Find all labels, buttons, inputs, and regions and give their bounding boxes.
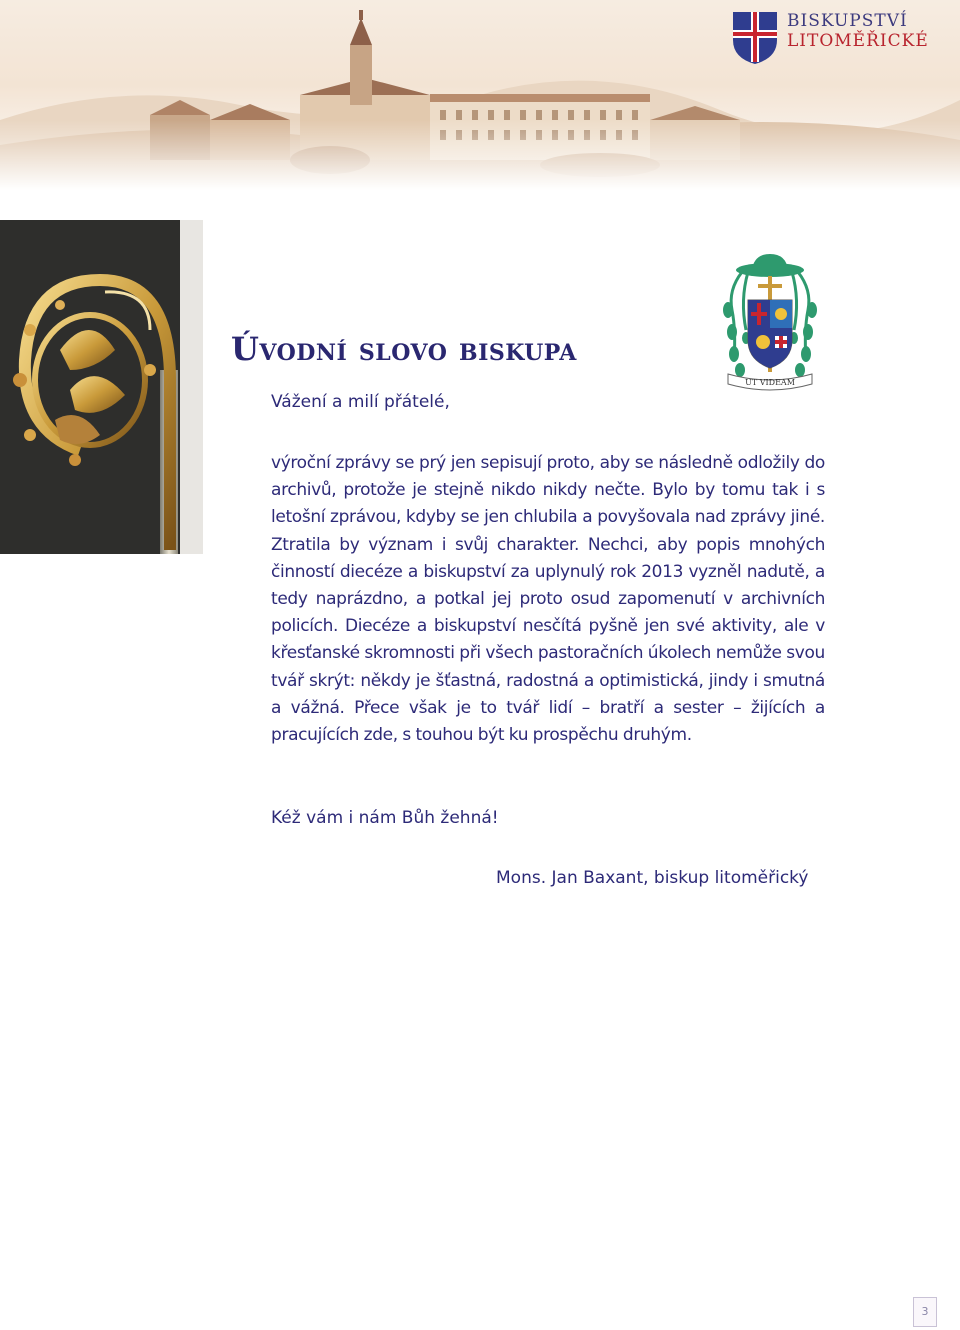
signature: Mons. Jan Baxant, biskup litoměřický bbox=[496, 868, 809, 888]
crozier-photo bbox=[0, 220, 203, 554]
diocese-logo bbox=[731, 10, 931, 70]
logo-text-biskupstvi: BISKUPSTVÍ bbox=[787, 11, 908, 31]
diocese-shield-icon bbox=[731, 10, 779, 66]
body-paragraph: výroční zprávy se prý jen sepisují proto, aby se následně odložily do archivů, protože je stejně nikdo nikdy nečte. Bylo by tomu tak i s letošní zprávou, kdyby se jen chlubila a povyšovala nad zprávy jiné. Ztratila by význam i svůj charakter. Nechci, aby popis mnohých činností diecéze a biskupství za uplynulý rok 2013 vyzněl nadutě, a tedy naprázdno, a potkal jej proto osud zapomenutí v archivních policích. Diecéze a biskupství nesčítá pyšně jen své aktivity, ale v křesťanské skromnosti při všech pastoračních úkolech nemůže svou tvář skrýt: někdy je šťastná, radostná a optimistická, jindy i smutná a vážná. Přece však je to tvář lidí – bratří a sester – žijících a pracujících zde, s touhou být ku prospěchu druhým. bbox=[271, 453, 825, 746]
header-banner bbox=[0, 0, 960, 190]
page-number: 3 bbox=[913, 1297, 937, 1327]
logo-text-litomericke: LITOMĚŘICKÉ bbox=[787, 31, 929, 51]
crozier-ornament-image bbox=[0, 220, 203, 554]
salutation: Vážení a milí přátelé, bbox=[271, 392, 450, 412]
blessing-line: Kéž vám i nám Bůh žehná! bbox=[271, 808, 499, 828]
page-title: Úvodní slovo biskupa bbox=[231, 330, 577, 368]
bishop-coat-of-arms bbox=[718, 250, 822, 395]
coat-of-arms-motto: UT VIDEAM bbox=[745, 378, 795, 387]
